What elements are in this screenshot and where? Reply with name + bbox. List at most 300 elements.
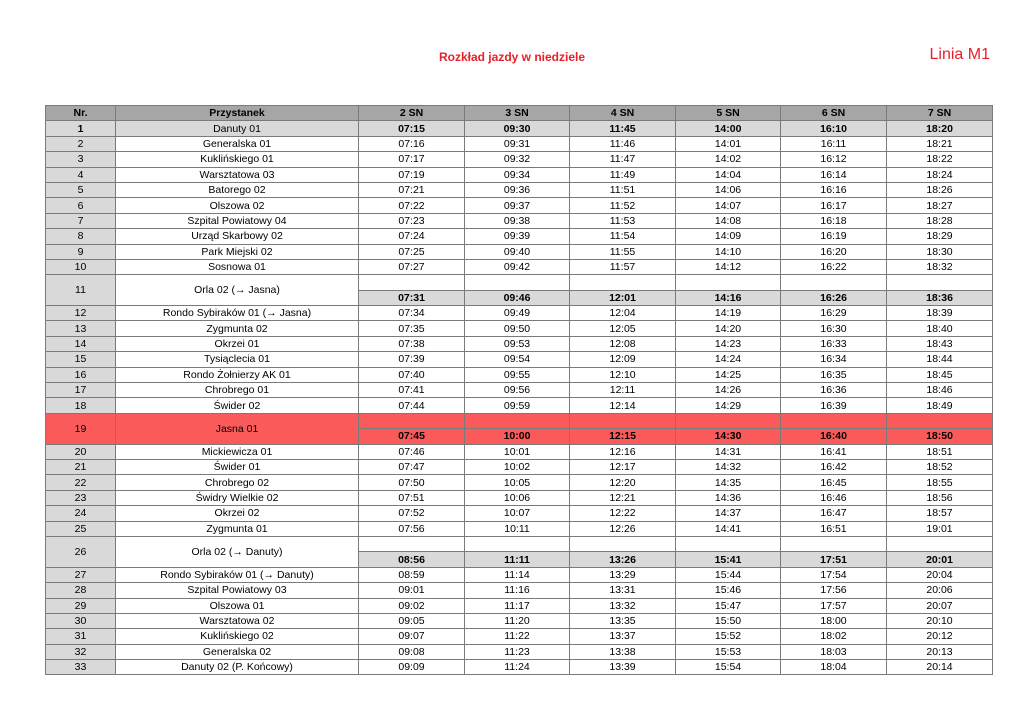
table-row [46, 398, 993, 413]
departure-time: 18:20 [887, 121, 993, 136]
departure-time: 16:36 [781, 383, 887, 398]
table-row [46, 598, 993, 613]
table-row [46, 629, 993, 644]
stop-name: Okrzei 01 [116, 336, 359, 351]
column-header-trip: 5 SN [676, 106, 781, 121]
departure-time: 14:07 [676, 198, 781, 213]
departure-time: 12:26 [570, 521, 676, 536]
stop-number: 23 [46, 490, 116, 505]
stop-number: 7 [46, 213, 116, 228]
stop-number: 16 [46, 367, 116, 382]
departure-time: 09:08 [359, 644, 465, 659]
departure-time: 15:50 [676, 613, 781, 628]
departure-time: 12:16 [570, 444, 676, 459]
column-header-trip: 2 SN [359, 106, 465, 121]
column-header-stop: Przystanek [116, 106, 359, 121]
departure-time: 09:02 [359, 598, 465, 613]
departure-time: 10:11 [465, 521, 570, 536]
stop-name: Rondo Sybiraków 01 (→ Jasna) [116, 306, 359, 321]
table-row [46, 152, 993, 167]
table-row [46, 198, 993, 213]
table-row [46, 536, 993, 551]
departure-time: 07:44 [359, 398, 465, 413]
table-row [46, 383, 993, 398]
departure-time: 09:32 [465, 152, 570, 167]
departure-time: 16:42 [781, 459, 887, 474]
departure-time: 14:35 [676, 475, 781, 490]
stop-number: 21 [46, 459, 116, 474]
empty-cell [676, 536, 781, 551]
departure-time: 16:45 [781, 475, 887, 490]
stop-name: Okrzei 02 [116, 506, 359, 521]
stop-number: 8 [46, 229, 116, 244]
stop-name: Chrobrego 02 [116, 475, 359, 490]
empty-cell [676, 275, 781, 290]
table-row [46, 367, 993, 382]
table-row [46, 660, 993, 675]
departure-time: 18:30 [887, 244, 993, 259]
departure-time: 18:28 [887, 213, 993, 228]
empty-cell [359, 536, 465, 551]
departure-time: 16:29 [781, 306, 887, 321]
departure-time: 11:11 [465, 552, 570, 567]
timetable [45, 105, 993, 675]
table-row [46, 121, 993, 136]
departure-time: 16:34 [781, 352, 887, 367]
table-row [46, 229, 993, 244]
departure-time: 18:56 [887, 490, 993, 505]
line-label: Linia M1 [929, 46, 990, 63]
departure-time: 11:54 [570, 229, 676, 244]
stop-number: 12 [46, 306, 116, 321]
departure-time: 20:10 [887, 613, 993, 628]
stop-number: 31 [46, 629, 116, 644]
departure-time: 15:52 [676, 629, 781, 644]
departure-time: 10:06 [465, 490, 570, 505]
departure-time: 07:15 [359, 121, 465, 136]
stop-name: Kuklińskiego 02 [116, 629, 359, 644]
departure-time: 18:00 [781, 613, 887, 628]
departure-time: 18:40 [887, 321, 993, 336]
departure-time: 12:14 [570, 398, 676, 413]
table-header-row [46, 106, 993, 121]
departure-time: 11:16 [465, 583, 570, 598]
empty-cell [570, 413, 676, 428]
departure-time: 18:04 [781, 660, 887, 675]
departure-time: 07:17 [359, 152, 465, 167]
departure-time: 12:01 [570, 290, 676, 305]
departure-time: 19:01 [887, 521, 993, 536]
stop-name: Generalska 02 [116, 644, 359, 659]
departure-time: 07:39 [359, 352, 465, 367]
departure-time: 11:17 [465, 598, 570, 613]
departure-time: 15:53 [676, 644, 781, 659]
departure-time: 16:47 [781, 506, 887, 521]
departure-time: 13:29 [570, 567, 676, 582]
table-row [46, 521, 993, 536]
departure-time: 20:14 [887, 660, 993, 675]
departure-time: 14:30 [676, 429, 781, 444]
stop-name: Jasna 01 [116, 413, 359, 444]
stop-number: 19 [46, 413, 116, 444]
departure-time: 07:52 [359, 506, 465, 521]
departure-time: 15:41 [676, 552, 781, 567]
stop-name: Świder 01 [116, 459, 359, 474]
departure-time: 13:37 [570, 629, 676, 644]
table-row [46, 583, 993, 598]
departure-time: 14:31 [676, 444, 781, 459]
departure-time: 18:51 [887, 444, 993, 459]
departure-time: 07:35 [359, 321, 465, 336]
table-row [46, 506, 993, 521]
stop-number: 17 [46, 383, 116, 398]
departure-time: 14:08 [676, 213, 781, 228]
empty-cell [359, 275, 465, 290]
empty-cell [570, 536, 676, 551]
departure-time: 14:06 [676, 182, 781, 197]
departure-time: 07:50 [359, 475, 465, 490]
stop-number: 32 [46, 644, 116, 659]
departure-time: 12:20 [570, 475, 676, 490]
departure-time: 18:50 [887, 429, 993, 444]
departure-time: 18:57 [887, 506, 993, 521]
departure-time: 09:55 [465, 367, 570, 382]
table-row [46, 182, 993, 197]
departure-time: 14:02 [676, 152, 781, 167]
departure-time: 16:40 [781, 429, 887, 444]
stop-number: 25 [46, 521, 116, 536]
stop-name: Kuklińskiego 01 [116, 152, 359, 167]
table-row [46, 459, 993, 474]
stop-name: Danuty 02 (P. Końcowy) [116, 660, 359, 675]
stop-name: Orla 02 (→ Danuty) [116, 536, 359, 567]
stop-name: Zygmunta 02 [116, 321, 359, 336]
stop-number: 6 [46, 198, 116, 213]
departure-time: 09:54 [465, 352, 570, 367]
departure-time: 15:44 [676, 567, 781, 582]
empty-cell [887, 413, 993, 428]
departure-time: 16:20 [781, 244, 887, 259]
departure-time: 11:22 [465, 629, 570, 644]
empty-cell [781, 536, 887, 551]
column-header-trip: 3 SN [465, 106, 570, 121]
departure-time: 16:33 [781, 336, 887, 351]
departure-time: 18:26 [887, 182, 993, 197]
departure-time: 18:36 [887, 290, 993, 305]
departure-time: 18:02 [781, 629, 887, 644]
departure-time: 18:24 [887, 167, 993, 182]
departure-time: 11:47 [570, 152, 676, 167]
stop-name: Zygmunta 01 [116, 521, 359, 536]
departure-time: 09:38 [465, 213, 570, 228]
departure-time: 09:42 [465, 259, 570, 274]
departure-time: 11:55 [570, 244, 676, 259]
table-row [46, 244, 993, 259]
departure-time: 09:09 [359, 660, 465, 675]
departure-time: 16:12 [781, 152, 887, 167]
departure-time: 10:02 [465, 459, 570, 474]
departure-time: 12:21 [570, 490, 676, 505]
stop-number: 1 [46, 121, 116, 136]
table-row [46, 336, 993, 351]
stop-name: Świdry Wielkie 02 [116, 490, 359, 505]
departure-time: 09:01 [359, 583, 465, 598]
stop-name: Tysiąclecia 01 [116, 352, 359, 367]
departure-time: 08:56 [359, 552, 465, 567]
departure-time: 09:59 [465, 398, 570, 413]
stop-name: Mickiewicza 01 [116, 444, 359, 459]
stop-number: 3 [46, 152, 116, 167]
empty-cell [465, 275, 570, 290]
stop-number: 18 [46, 398, 116, 413]
empty-cell [359, 413, 465, 428]
departure-time: 16:18 [781, 213, 887, 228]
departure-time: 11:53 [570, 213, 676, 228]
stop-number: 22 [46, 475, 116, 490]
departure-time: 20:07 [887, 598, 993, 613]
stop-name: Rondo Sybiraków 01 (→ Danuty) [116, 567, 359, 582]
departure-time: 18:49 [887, 398, 993, 413]
stop-name: Olszowa 02 [116, 198, 359, 213]
departure-time: 12:05 [570, 321, 676, 336]
departure-time: 11:45 [570, 121, 676, 136]
departure-time: 14:26 [676, 383, 781, 398]
departure-time: 20:12 [887, 629, 993, 644]
departure-time: 16:30 [781, 321, 887, 336]
stop-number: 2 [46, 136, 116, 151]
table-row [46, 321, 993, 336]
departure-time: 07:46 [359, 444, 465, 459]
departure-time: 14:12 [676, 259, 781, 274]
departure-time: 09:34 [465, 167, 570, 182]
departure-time: 18:52 [887, 459, 993, 474]
departure-time: 09:39 [465, 229, 570, 244]
departure-time: 07:23 [359, 213, 465, 228]
departure-time: 11:49 [570, 167, 676, 182]
departure-time: 14:29 [676, 398, 781, 413]
departure-time: 20:13 [887, 644, 993, 659]
stop-number: 29 [46, 598, 116, 613]
departure-time: 16:22 [781, 259, 887, 274]
departure-time: 16:35 [781, 367, 887, 382]
departure-time: 13:38 [570, 644, 676, 659]
departure-time: 14:36 [676, 490, 781, 505]
empty-cell [465, 536, 570, 551]
stop-name: Park Miejski 02 [116, 244, 359, 259]
table-row [46, 444, 993, 459]
departure-time: 14:41 [676, 521, 781, 536]
departure-time: 07:24 [359, 229, 465, 244]
stop-number: 24 [46, 506, 116, 521]
departure-time: 16:10 [781, 121, 887, 136]
departure-time: 07:41 [359, 383, 465, 398]
stop-name: Warsztatowa 03 [116, 167, 359, 182]
departure-time: 14:23 [676, 336, 781, 351]
departure-time: 12:22 [570, 506, 676, 521]
table-row [46, 567, 993, 582]
departure-time: 07:45 [359, 429, 465, 444]
departure-time: 11:24 [465, 660, 570, 675]
departure-time: 09:30 [465, 121, 570, 136]
empty-cell [676, 413, 781, 428]
departure-time: 11:46 [570, 136, 676, 151]
departure-time: 17:56 [781, 583, 887, 598]
departure-time: 10:05 [465, 475, 570, 490]
table-row [46, 352, 993, 367]
empty-cell [781, 275, 887, 290]
departure-time: 16:17 [781, 198, 887, 213]
departure-time: 12:08 [570, 336, 676, 351]
departure-time: 10:01 [465, 444, 570, 459]
departure-time: 07:31 [359, 290, 465, 305]
departure-time: 14:20 [676, 321, 781, 336]
table-row [46, 475, 993, 490]
stop-name: Olszowa 01 [116, 598, 359, 613]
departure-time: 09:37 [465, 198, 570, 213]
stop-name: Urząd Skarbowy 02 [116, 229, 359, 244]
stop-name: Szpital Powiatowy 04 [116, 213, 359, 228]
stop-number: 26 [46, 536, 116, 567]
stop-name: Świder 02 [116, 398, 359, 413]
stop-name: Chrobrego 01 [116, 383, 359, 398]
departure-time: 12:11 [570, 383, 676, 398]
stop-name: Szpital Powiatowy 03 [116, 583, 359, 598]
table-row [46, 490, 993, 505]
departure-time: 17:57 [781, 598, 887, 613]
table-row [46, 613, 993, 628]
departure-time: 16:39 [781, 398, 887, 413]
empty-cell [465, 413, 570, 428]
empty-cell [887, 536, 993, 551]
table-row [46, 275, 993, 290]
departure-time: 07:22 [359, 198, 465, 213]
departure-time: 09:46 [465, 290, 570, 305]
departure-time: 18:21 [887, 136, 993, 151]
departure-time: 10:00 [465, 429, 570, 444]
departure-time: 17:54 [781, 567, 887, 582]
departure-time: 14:25 [676, 367, 781, 382]
table-row [46, 136, 993, 151]
stop-name: Warsztatowa 02 [116, 613, 359, 628]
departure-time: 14:16 [676, 290, 781, 305]
departure-time: 12:09 [570, 352, 676, 367]
departure-time: 14:01 [676, 136, 781, 151]
departure-time: 17:51 [781, 552, 887, 567]
departure-time: 18:29 [887, 229, 993, 244]
stop-number: 15 [46, 352, 116, 367]
departure-time: 16:16 [781, 182, 887, 197]
departure-time: 20:04 [887, 567, 993, 582]
departure-time: 09:40 [465, 244, 570, 259]
stop-number: 13 [46, 321, 116, 336]
stop-name: Rondo Żołnierzy AK 01 [116, 367, 359, 382]
departure-time: 18:39 [887, 306, 993, 321]
departure-time: 07:16 [359, 136, 465, 151]
departure-time: 07:56 [359, 521, 465, 536]
departure-time: 18:22 [887, 152, 993, 167]
departure-time: 18:45 [887, 367, 993, 382]
stop-number: 11 [46, 275, 116, 306]
table-row [46, 213, 993, 228]
departure-time: 14:19 [676, 306, 781, 321]
stop-number: 27 [46, 567, 116, 582]
empty-cell [887, 275, 993, 290]
departure-time: 09:49 [465, 306, 570, 321]
stop-number: 5 [46, 182, 116, 197]
departure-time: 09:31 [465, 136, 570, 151]
table-row [46, 259, 993, 274]
departure-time: 11:14 [465, 567, 570, 582]
departure-time: 16:26 [781, 290, 887, 305]
departure-time: 13:26 [570, 552, 676, 567]
stop-number: 28 [46, 583, 116, 598]
departure-time: 09:56 [465, 383, 570, 398]
departure-time: 12:15 [570, 429, 676, 444]
table-row [46, 306, 993, 321]
empty-cell [570, 275, 676, 290]
column-header-trip: 7 SN [887, 106, 993, 121]
departure-time: 18:43 [887, 336, 993, 351]
page-title: Rozkład jazdy w niedziele [438, 50, 586, 64]
departure-time: 18:55 [887, 475, 993, 490]
departure-time: 09:07 [359, 629, 465, 644]
stop-number: 4 [46, 167, 116, 182]
departure-time: 14:04 [676, 167, 781, 182]
departure-time: 16:41 [781, 444, 887, 459]
empty-cell [781, 413, 887, 428]
departure-time: 16:14 [781, 167, 887, 182]
stop-name: Danuty 01 [116, 121, 359, 136]
stop-number: 14 [46, 336, 116, 351]
departure-time: 20:01 [887, 552, 993, 567]
departure-time: 09:50 [465, 321, 570, 336]
departure-time: 20:06 [887, 583, 993, 598]
departure-time: 07:51 [359, 490, 465, 505]
departure-time: 18:27 [887, 198, 993, 213]
stop-number: 33 [46, 660, 116, 675]
departure-time: 11:57 [570, 259, 676, 274]
departure-time: 07:38 [359, 336, 465, 351]
departure-time: 07:47 [359, 459, 465, 474]
departure-time: 14:24 [676, 352, 781, 367]
departure-time: 13:31 [570, 583, 676, 598]
stop-name: Generalska 01 [116, 136, 359, 151]
departure-time: 12:10 [570, 367, 676, 382]
departure-time: 14:10 [676, 244, 781, 259]
table-row [46, 167, 993, 182]
departure-time: 15:54 [676, 660, 781, 675]
departure-time: 13:32 [570, 598, 676, 613]
departure-time: 12:04 [570, 306, 676, 321]
departure-time: 16:46 [781, 490, 887, 505]
departure-time: 11:52 [570, 198, 676, 213]
departure-time: 16:51 [781, 521, 887, 536]
departure-time: 14:09 [676, 229, 781, 244]
stop-number: 9 [46, 244, 116, 259]
departure-time: 18:32 [887, 259, 993, 274]
departure-time: 09:53 [465, 336, 570, 351]
departure-time: 13:39 [570, 660, 676, 675]
stop-name: Sosnowa 01 [116, 259, 359, 274]
departure-time: 16:11 [781, 136, 887, 151]
departure-time: 10:07 [465, 506, 570, 521]
departure-time: 14:00 [676, 121, 781, 136]
table-row [46, 644, 993, 659]
column-header-trip: 4 SN [570, 106, 676, 121]
departure-time: 11:51 [570, 182, 676, 197]
stop-number: 20 [46, 444, 116, 459]
departure-time: 07:25 [359, 244, 465, 259]
